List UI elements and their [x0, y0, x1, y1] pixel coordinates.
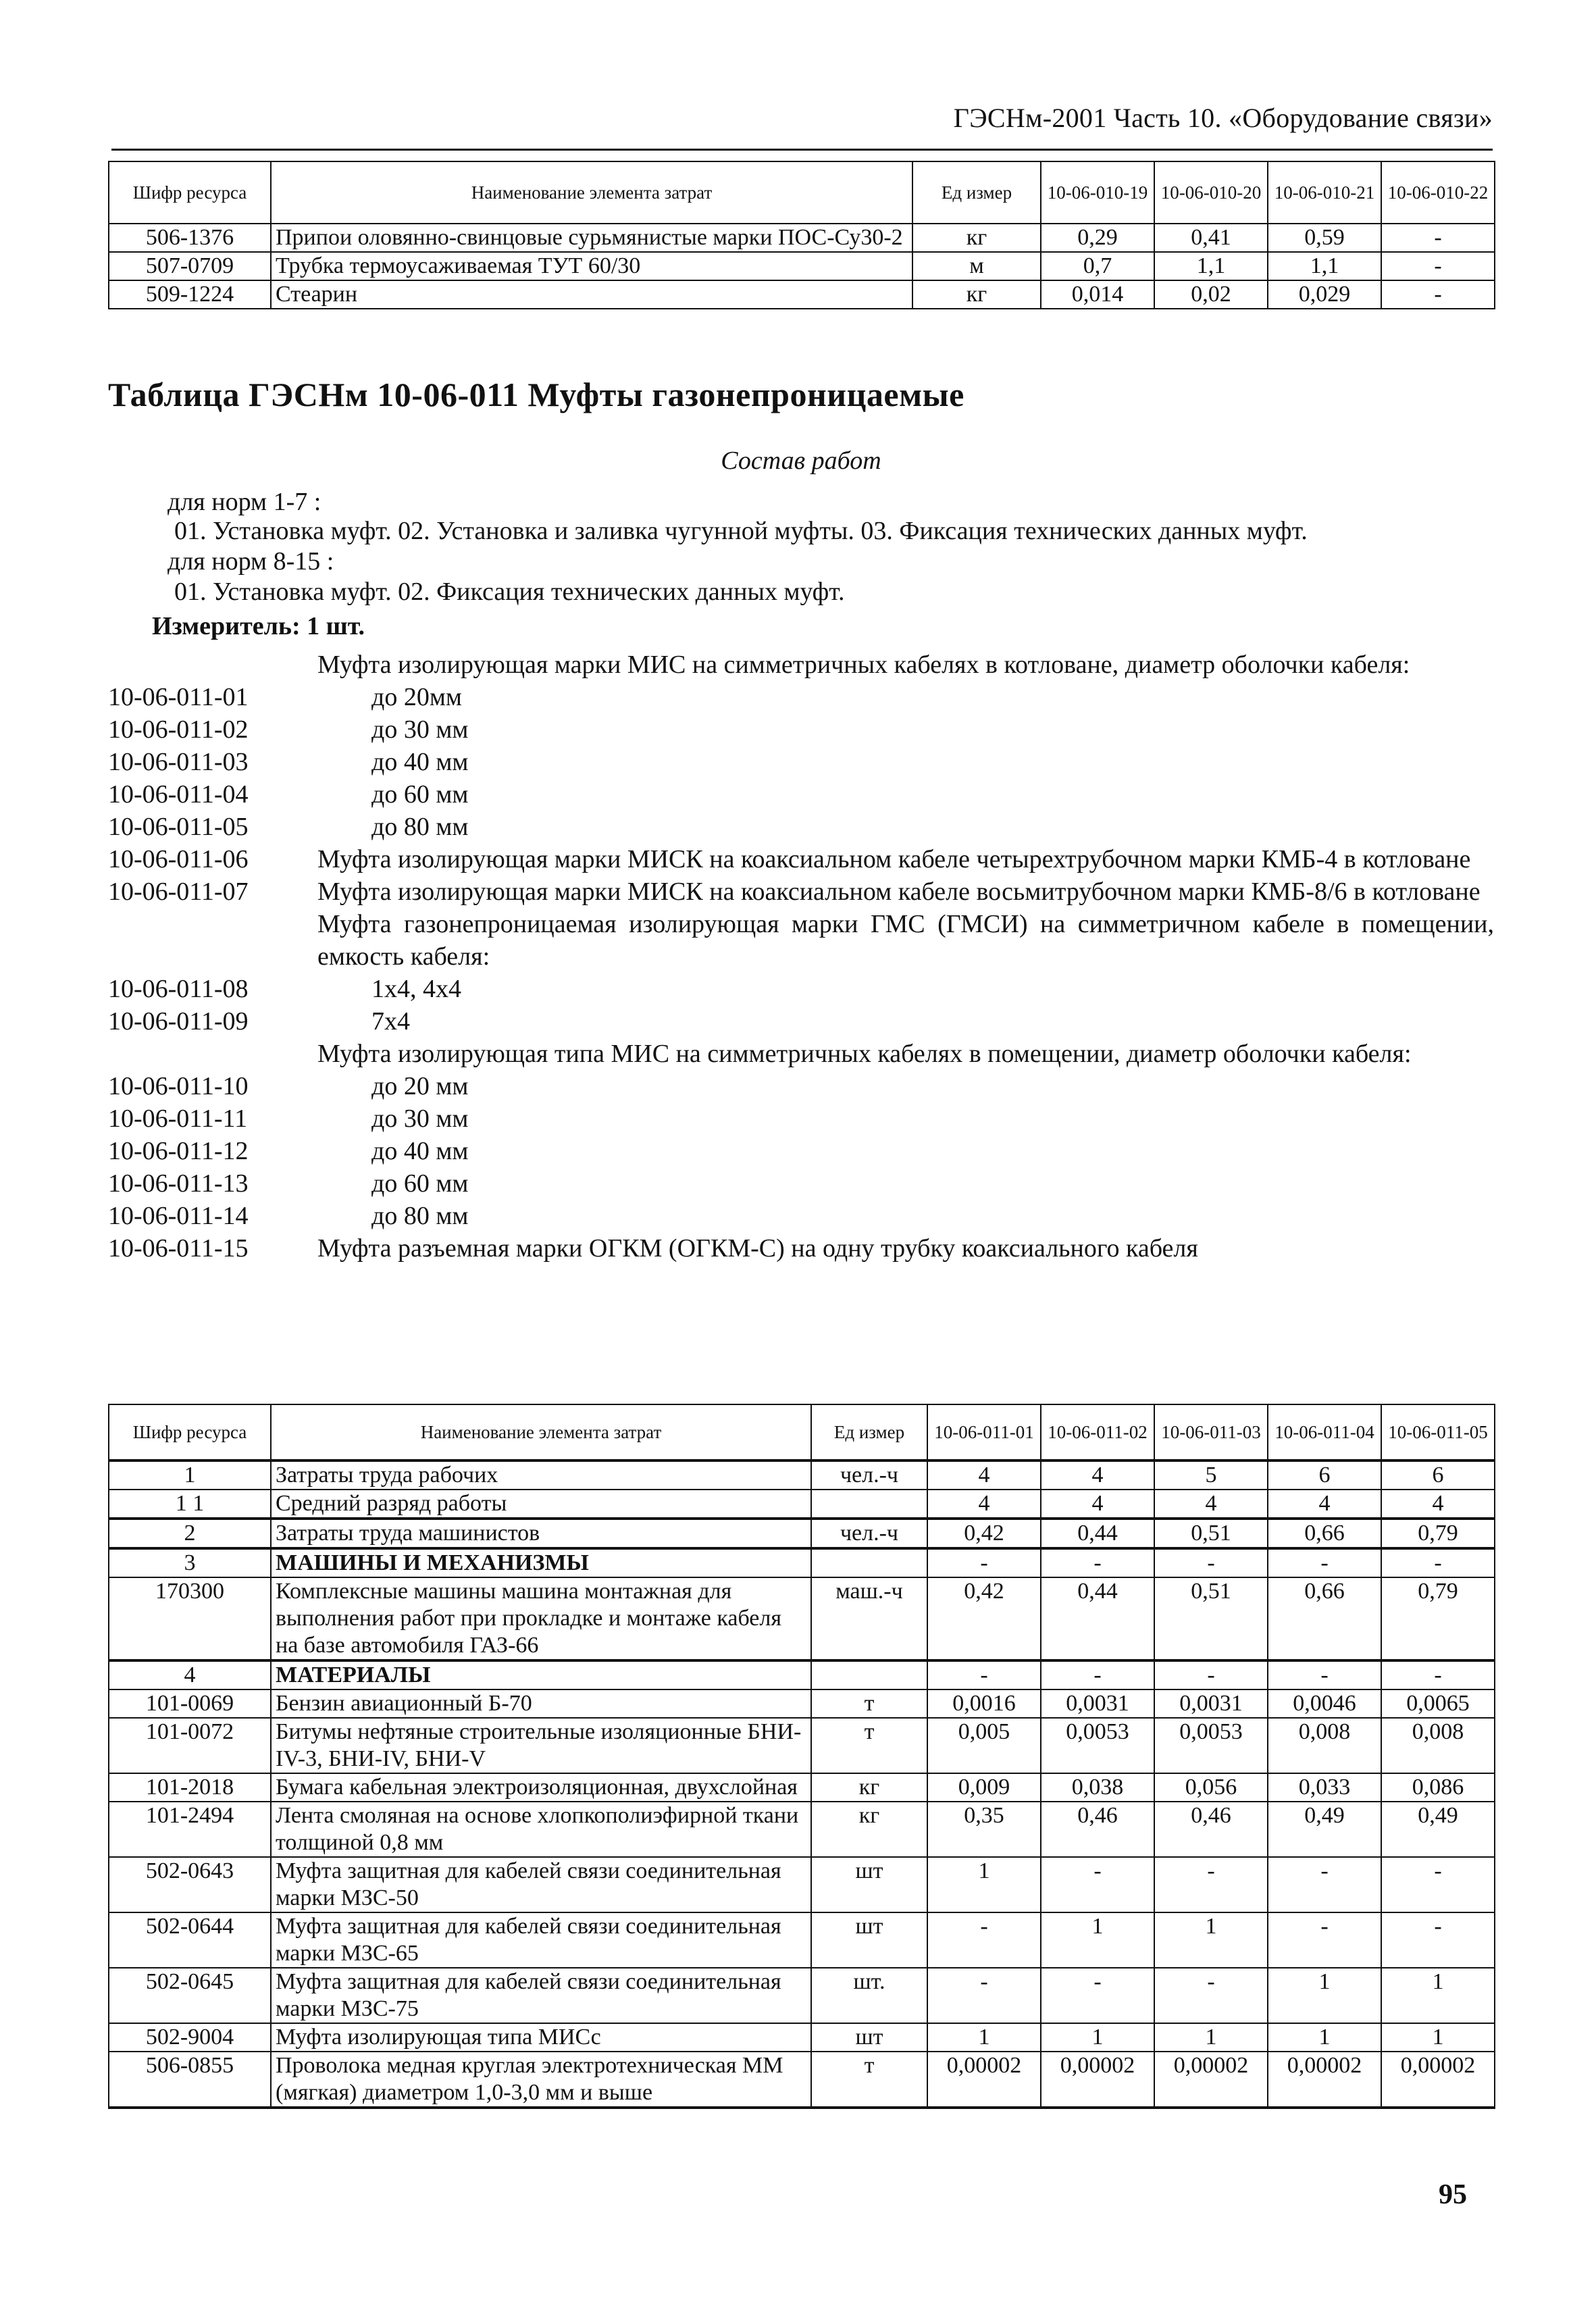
column-header: Ед измер [811, 1404, 927, 1460]
column-header: 10-06-011-03 [1154, 1404, 1268, 1460]
resource-code-cell: 1 1 [109, 1490, 271, 1519]
column-header: Ед измер [912, 161, 1041, 224]
unit-cell: шт [811, 1857, 927, 1912]
unit-cell: шт [811, 2023, 927, 2052]
unit-cell: т [811, 2052, 927, 2108]
value-cell: 0,59 [1268, 224, 1381, 252]
unit-cell: чел.-ч [811, 1460, 927, 1490]
value-cell: 0,0031 [1154, 1689, 1268, 1718]
value-cell: 0,46 [1154, 1802, 1268, 1857]
value-cell: - [1381, 224, 1495, 252]
page-number: 95 [1439, 2179, 1467, 2210]
norm-description: Муфта газонепроницаемая изолирующая марки ГМС (ГМСИ) на симметричном кабеле в помещении, емкость кабеля: [317, 910, 1494, 971]
norm-code: 10-06-011-15 [108, 1234, 249, 1263]
resource-code-cell: 506-1376 [109, 224, 271, 252]
resource-code-cell: 1 [109, 1460, 271, 1490]
value-cell: - [1154, 1968, 1268, 2023]
norm-description: до 20 мм [371, 1072, 469, 1100]
value-cell: 0,00002 [1381, 2052, 1495, 2108]
norm-code: 10-06-011-02 [108, 715, 249, 744]
norm-row [108, 681, 1494, 713]
value-cell: - [1381, 252, 1495, 280]
value-cell: 0,0016 [927, 1689, 1041, 1718]
value-cell: 0,0046 [1268, 1689, 1381, 1718]
work-line: для норм 8-15 : [168, 547, 334, 576]
value-cell: 4 [927, 1490, 1041, 1519]
norm-code: 10-06-011-03 [108, 748, 249, 776]
column-header: 10-06-011-04 [1268, 1404, 1381, 1460]
value-cell: - [927, 1968, 1041, 2023]
column-header: 10-06-010-22 [1381, 161, 1495, 224]
value-cell: 0,66 [1268, 1519, 1381, 1548]
unit-cell [811, 1548, 927, 1577]
unit-cell: м [912, 252, 1041, 280]
norm-description: до 30 мм [371, 715, 469, 744]
measure-value: 1 шт. [307, 612, 365, 640]
norm-code: 10-06-011-11 [108, 1104, 248, 1133]
resource-code-cell: 502-0644 [109, 1912, 271, 1968]
resource-code-cell: 3 [109, 1548, 271, 1577]
column-header: Наименование элемента затрат [271, 161, 912, 224]
resource-name-cell: Бумага кабельная электроизоляционная, двухслойная [271, 1773, 811, 1802]
norm-code: 10-06-011-07 [108, 878, 249, 906]
norm-description: до 80 мм [371, 813, 469, 841]
value-cell: 1 [927, 1857, 1041, 1912]
norm-description: до 20мм [371, 683, 462, 711]
work-line: 01. Установка муфт. 02. Установка и заливка чугунной муфты. 03. Фиксация технических данных муфт. [174, 517, 1308, 545]
value-cell: 0,008 [1268, 1718, 1381, 1773]
norm-code: 10-06-011-13 [108, 1169, 249, 1198]
value-cell: 1 [1381, 1968, 1495, 2023]
column-header: 10-06-011-02 [1041, 1404, 1154, 1460]
unit-cell: кг [912, 224, 1041, 252]
resource-name-cell: Муфта защитная для кабелей связи соединительная марки МЗС-75 [271, 1968, 811, 2023]
table-top-body [109, 224, 1495, 309]
value-cell: 1 [1041, 2023, 1154, 2052]
value-cell: 0,00002 [1268, 2052, 1381, 2108]
resource-code-cell: 101-2018 [109, 1773, 271, 1802]
norm-row [108, 1135, 1494, 1167]
resource-code-cell: 170300 [109, 1577, 271, 1660]
value-cell: 1 [1154, 1912, 1268, 1968]
value-cell: - [927, 1660, 1041, 1689]
unit-cell: маш.-ч [811, 1577, 927, 1660]
resource-code-cell: 507-0709 [109, 252, 271, 280]
resource-name-cell: МАШИНЫ И МЕХАНИЗМЫ [271, 1548, 811, 1577]
value-cell: 0,66 [1268, 1577, 1381, 1660]
value-cell: 0,014 [1041, 280, 1154, 309]
value-cell: 0,008 [1381, 1718, 1495, 1773]
value-cell: 0,42 [927, 1577, 1041, 1660]
value-cell: 0,44 [1041, 1577, 1154, 1660]
table-row [109, 252, 1495, 280]
work-line: для норм 1-7 : [168, 488, 321, 516]
table-title: Таблица ГЭСНм 10-06-011 Муфты газонепроницаемые [108, 376, 964, 413]
unit-cell: шт [811, 1912, 927, 1968]
table-row [109, 280, 1495, 309]
value-cell: 0,02 [1154, 280, 1268, 309]
norms-list [108, 649, 1494, 1265]
value-cell: - [1268, 1548, 1381, 1577]
value-cell: 4 [927, 1460, 1041, 1490]
value-cell: 0,0065 [1381, 1689, 1495, 1718]
value-cell: - [1268, 1857, 1381, 1912]
norm-description: до 30 мм [371, 1104, 469, 1133]
value-cell: 0,00002 [1154, 2052, 1268, 2108]
value-cell: 4 [1041, 1490, 1154, 1519]
value-cell: 0,7 [1041, 252, 1154, 280]
norm-row [108, 1232, 1494, 1265]
table-row [109, 2023, 1495, 2052]
resource-name-cell: Бензин авиационный Б-70 [271, 1689, 811, 1718]
table-row [109, 1519, 1495, 1548]
value-cell: 0,44 [1041, 1519, 1154, 1548]
value-cell: - [927, 1548, 1041, 1577]
table-row [109, 1857, 1495, 1912]
table-row [109, 224, 1495, 252]
column-header: 10-06-011-01 [927, 1404, 1041, 1460]
resource-code-cell: 502-9004 [109, 2023, 271, 2052]
norm-code: 10-06-011-09 [108, 1007, 249, 1036]
resource-name-cell: Затраты труда рабочих [271, 1460, 811, 1490]
value-cell: - [1268, 1660, 1381, 1689]
resource-name-cell: Припои оловянно-свинцовые сурьмянистые марки ПОС-Су30-2 [271, 224, 912, 252]
resource-code-cell: 101-0069 [109, 1689, 271, 1718]
norm-code: 10-06-011-05 [108, 813, 249, 841]
resource-code-cell: 509-1224 [109, 280, 271, 309]
norm-code [108, 649, 317, 681]
norm-row [108, 649, 1494, 681]
value-cell: - [1381, 1857, 1495, 1912]
value-cell: - [927, 1912, 1041, 1968]
resource-name-cell: Лента смоляная на основе хлопкополиэфирной ткани толщиной 0,8 мм [271, 1802, 811, 1857]
resource-code-cell: 502-0643 [109, 1857, 271, 1912]
norm-row [108, 1167, 1494, 1200]
value-cell: 6 [1381, 1460, 1495, 1490]
value-cell: 1 [1268, 1968, 1381, 2023]
norm-description: до 40 мм [371, 1137, 469, 1165]
norm-description: до 60 мм [371, 1169, 469, 1198]
unit-cell: кг [811, 1802, 927, 1857]
resource-name-cell: Комплексные машины машина монтажная для выполнения работ при прокладке и монтаже кабеля на базе автомобиля ГАЗ-66 [271, 1577, 811, 1660]
unit-cell: кг [912, 280, 1041, 309]
resource-code-cell: 502-0645 [109, 1968, 271, 2023]
measurement-unit [152, 611, 365, 641]
norm-row [108, 843, 1494, 875]
unit-cell [811, 1660, 927, 1689]
norm-description: Муфта изолирующая марки МИСК на коаксиальном кабеле четырехтрубочном марки КМБ-4 в котловане [317, 845, 1471, 873]
value-cell: 4 [1041, 1460, 1154, 1490]
table-row [109, 1577, 1495, 1660]
header-text: ГЭСНм-2001 Часть 10. «Оборудование связи» [953, 103, 1493, 133]
norm-row [108, 1070, 1494, 1102]
unit-cell: кг [811, 1773, 927, 1802]
value-cell: 1 [1041, 1912, 1154, 1968]
table-row [109, 1968, 1495, 2023]
resource-name-cell: Муфта защитная для кабелей связи соединительная марки МЗС-50 [271, 1857, 811, 1912]
norm-description: 7х4 [371, 1007, 410, 1036]
value-cell: 0,29 [1041, 224, 1154, 252]
value-cell: - [1041, 1660, 1154, 1689]
norm-code: 10-06-011-14 [108, 1202, 249, 1230]
resource-code-cell: 506-0855 [109, 2052, 271, 2108]
value-cell: 4 [1381, 1490, 1495, 1519]
norm-row [108, 713, 1494, 746]
resource-code-cell: 101-2494 [109, 1802, 271, 1857]
norm-row [108, 973, 1494, 1005]
value-cell: 1,1 [1268, 252, 1381, 280]
value-cell: 6 [1268, 1460, 1381, 1490]
norm-code [108, 1038, 317, 1070]
value-cell: 1 [927, 2023, 1041, 2052]
value-cell: - [1154, 1660, 1268, 1689]
value-cell: 0,51 [1154, 1519, 1268, 1548]
value-cell: 0,00002 [927, 2052, 1041, 2108]
value-cell: - [1041, 1548, 1154, 1577]
resource-code-cell: 4 [109, 1660, 271, 1689]
table-row [109, 1548, 1495, 1577]
value-cell: 0,35 [927, 1802, 1041, 1857]
value-cell: 1 [1381, 2023, 1495, 2052]
norm-row [108, 1005, 1494, 1038]
norm-description: Муфта изолирующая марки МИС на симметричных кабелях в котловане, диаметр оболочки кабеля: [317, 651, 1410, 679]
table-row [109, 2052, 1495, 2108]
value-cell: - [1381, 1912, 1495, 1968]
value-cell: - [1268, 1912, 1381, 1968]
norm-row [108, 1038, 1494, 1070]
column-header: 10-06-010-19 [1041, 161, 1154, 224]
resource-table-main [108, 1404, 1495, 2109]
table-main-body [109, 1460, 1495, 2108]
page-header [111, 95, 1493, 151]
value-cell: 4 [1268, 1490, 1381, 1519]
norm-code: 10-06-011-01 [108, 683, 249, 711]
norm-code: 10-06-011-10 [108, 1072, 249, 1100]
norm-description: Муфта изолирующая марки МИСК на коаксиальном кабеле восьмитрубочном марки КМБ-8/6 в котловане [317, 878, 1481, 906]
norm-row [108, 1102, 1494, 1135]
column-header: Шифр ресурса [109, 1404, 271, 1460]
unit-cell [811, 1490, 927, 1519]
norm-code [108, 908, 317, 973]
value-cell: - [1041, 1968, 1154, 2023]
norm-description: до 40 мм [371, 748, 469, 776]
resource-code-cell: 101-0072 [109, 1718, 271, 1773]
table-row [109, 1718, 1495, 1773]
table-main-header-row [109, 1404, 1495, 1460]
table-row [109, 1773, 1495, 1802]
resource-name-cell: Проволока медная круглая электротехническая ММ (мягкая) диаметром 1,0-3,0 мм и выше [271, 2052, 811, 2108]
norm-row [108, 778, 1494, 811]
value-cell: - [1381, 280, 1495, 309]
value-cell: 0,41 [1154, 224, 1268, 252]
unit-cell: т [811, 1689, 927, 1718]
resource-code-cell: 2 [109, 1519, 271, 1548]
value-cell: 0,42 [927, 1519, 1041, 1548]
column-header: 10-06-010-21 [1268, 161, 1381, 224]
unit-cell: т [811, 1718, 927, 1773]
work-line: 01. Установка муфт. 02. Фиксация технических данных муфт. [174, 578, 845, 606]
column-header: Шифр ресурса [109, 161, 271, 224]
value-cell: 0,0053 [1041, 1718, 1154, 1773]
value-cell: 0,005 [927, 1718, 1041, 1773]
value-cell: 4 [1154, 1490, 1268, 1519]
value-cell: - [1154, 1548, 1268, 1577]
value-cell: 0,029 [1268, 280, 1381, 309]
resource-name-cell: Муфта защитная для кабелей связи соединительная марки МЗС-65 [271, 1912, 811, 1968]
value-cell: 0,49 [1268, 1802, 1381, 1857]
column-header: 10-06-011-05 [1381, 1404, 1495, 1460]
norm-row [108, 875, 1494, 908]
resource-name-cell: Муфта изолирующая типа МИСс [271, 2023, 811, 2052]
column-header: Наименование элемента затрат [271, 1404, 811, 1460]
value-cell: 0,033 [1268, 1773, 1381, 1802]
value-cell: 0,0053 [1154, 1718, 1268, 1773]
norm-description: до 80 мм [371, 1202, 469, 1230]
table-row [109, 1460, 1495, 1490]
norm-code: 10-06-011-06 [108, 845, 249, 873]
unit-cell: шт. [811, 1968, 927, 2023]
resource-table-top [108, 161, 1495, 309]
value-cell: 0,056 [1154, 1773, 1268, 1802]
value-cell: - [1381, 1548, 1495, 1577]
value-cell: 1,1 [1154, 252, 1268, 280]
value-cell: 0,46 [1041, 1802, 1154, 1857]
norm-row [108, 1200, 1494, 1232]
norm-row [108, 908, 1494, 973]
value-cell: 0,79 [1381, 1577, 1495, 1660]
norm-description: Муфта разъемная марки ОГКМ (ОГКМ-С) на одну трубку коаксиального кабеля [317, 1234, 1198, 1263]
value-cell: 0,00002 [1041, 2052, 1154, 2108]
value-cell: - [1381, 1660, 1495, 1689]
norm-code: 10-06-011-04 [108, 780, 249, 809]
value-cell: 1 [1268, 2023, 1381, 2052]
measure-label: Измеритель: [152, 612, 301, 640]
value-cell: 0,038 [1041, 1773, 1154, 1802]
table-row [109, 1912, 1495, 1968]
table-row [109, 1660, 1495, 1689]
work-composition-title: Состав работ [721, 447, 881, 475]
value-cell: 0,086 [1381, 1773, 1495, 1802]
norm-row [108, 746, 1494, 778]
value-cell: 5 [1154, 1460, 1268, 1490]
value-cell: 0,51 [1154, 1577, 1268, 1660]
unit-cell: чел.-ч [811, 1519, 927, 1548]
value-cell: 0,009 [927, 1773, 1041, 1802]
table-row [109, 1689, 1495, 1718]
value-cell: 0,49 [1381, 1802, 1495, 1857]
table-row [109, 1802, 1495, 1857]
table-top-header-row [109, 161, 1495, 224]
norm-description: 1х4, 4х4 [371, 975, 461, 1003]
resource-name-cell: Битумы нефтяные строительные изоляционные БНИ-IV-3, БНИ-IV, БНИ-V [271, 1718, 811, 1773]
norm-description: Муфта изолирующая типа МИС на симметричных кабелях в помещении, диаметр оболочки кабеля: [317, 1040, 1412, 1068]
resource-name-cell: Затраты труда машинистов [271, 1519, 811, 1548]
norm-description: до 60 мм [371, 780, 469, 809]
norm-code: 10-06-011-12 [108, 1137, 249, 1165]
value-cell: 0,79 [1381, 1519, 1495, 1548]
value-cell: 0,0031 [1041, 1689, 1154, 1718]
resource-name-cell: Стеарин [271, 280, 912, 309]
table-row [109, 1490, 1495, 1519]
resource-name-cell: Средний разряд работы [271, 1490, 811, 1519]
resource-name-cell: Трубка термоусаживаемая ТУТ 60/30 [271, 252, 912, 280]
column-header: 10-06-010-20 [1154, 161, 1268, 224]
value-cell: 1 [1154, 2023, 1268, 2052]
norm-row [108, 811, 1494, 843]
value-cell: - [1041, 1857, 1154, 1912]
norm-code: 10-06-011-08 [108, 975, 249, 1003]
value-cell: - [1154, 1857, 1268, 1912]
resource-name-cell: МАТЕРИАЛЫ [271, 1660, 811, 1689]
